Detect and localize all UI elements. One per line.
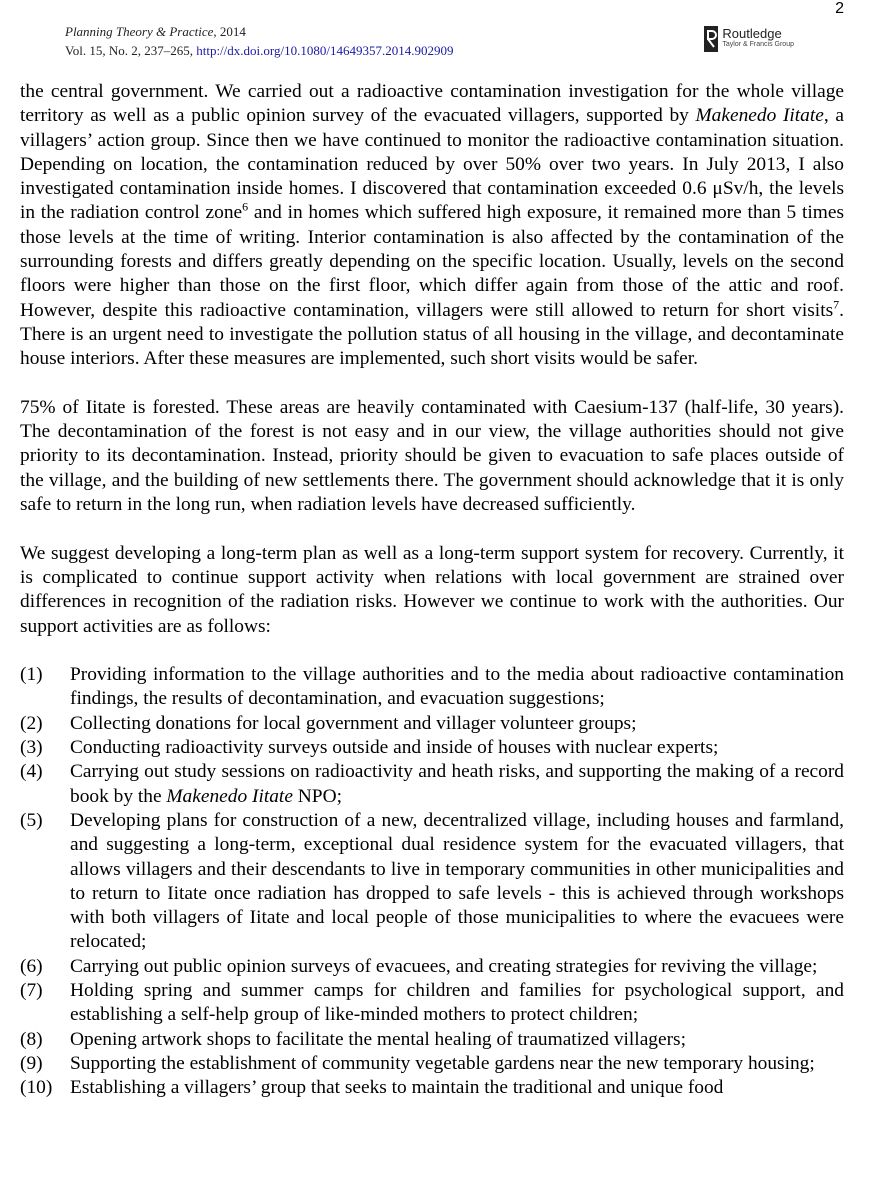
- list-item: (7) Holding spring and summer camps for children and families for psychological support, and establishing a self-help group of like-minded mothers to protect children;: [20, 979, 844, 1026]
- list-item: (8) Opening artwork shops to facilitate the mental healing of traumatized villagers;: [20, 1028, 686, 1050]
- doi-link[interactable]: http://dx.doi.org/10.1080/14649357.2014.902909: [196, 43, 454, 58]
- volume-info: Vol. 15, No. 2, 237–265,: [65, 43, 197, 58]
- support-activities-list: [20, 663, 844, 1100]
- list-item: (3) Conducting radioactivity surveys outside and inside of houses with nuclear experts;: [20, 737, 719, 759]
- list-item: (9) Supporting the establishment of community vegetable gardens near the new temporary housing;: [20, 1052, 815, 1074]
- paragraph-3: We suggest developing a long-term plan as well as a long-term support system for recovery. Currently, it is complicated to continue support activity when relations with local government are strained over differences in recognition of the radiation risks. However we continue to work with the authorities. Our support activities are as follows:: [20, 542, 844, 637]
- list-item: (1) Providing information to the village authorities and to the media about radioactive contamination findings, the results of decontamination, and evacuation suggestions;: [20, 664, 844, 710]
- footnote-ref-6[interactable]: 6: [242, 200, 249, 215]
- paragraph-1: the central government. We carried out a radioactive contamination investigation for the whole village territory as well as a public opinion survey of the evacuated villagers, supported by Makenedo Iitate, a villagers’ action group. Since then we have continued to monitor the radioactive contamination situation. Depending on location, the contamination reduced by over 50% over two years. In July 2013, I also investigated contamination inside homes. I discovered that contamination exceeded 0.6 μSv/h, the levels in the radiation control zone$^6$ and in homes which suffered high exposure, it remained more than 5 times those levels at the time of writing. Interior contamination is also affected by the contamination of the surrounding forests and differs greatly depending on the specific location. Usually, levels on the second floors were higher than those on the first floor, which differ again from those of the attic and roof. However, despite this radioactive contamination, villagers were still allowed to return for short visits$^7$. There is an urgent need to investigate the pollution status of all housing in the village, and decontaminate house interiors. After these measures are implemented, such short visits would be safer.: [20, 81, 845, 370]
- publisher-logo: [704, 26, 794, 52]
- journal-citation: [65, 22, 794, 60]
- footnote-ref-7[interactable]: 7: [833, 297, 840, 312]
- routledge-logo-icon: [704, 26, 718, 52]
- list-item: (6) Carrying out public opinion surveys of evacuees, and creating strategies for reviving the village;: [20, 955, 818, 977]
- list-item: (4) Carrying out study sessions on radioactivity and heath risks, and supporting the making of a record book by the Makenedo Iitate NPO;: [20, 761, 844, 807]
- list-item: (5) Developing plans for construction of a new, decentralized village, including houses and farmland, and suggesting a long-term, exceptional dual residence system for the evacuated villagers, that allows villagers and their descendants to live in temporary communities in other municipalities and to return to Iitate once radiation has dropped to safe levels - this is achieved through workshops with both villagers of Iitate and local people of those municipalities to where the evacuees were relocated;: [20, 809, 844, 953]
- journal-header: [65, 22, 794, 64]
- list-item: (2) Collecting donations for local government and villager volunteer groups;: [20, 712, 637, 734]
- journal-name: Planning Theory & Practice: [65, 24, 214, 39]
- publisher-subtitle: Taylor & Francis Group: [722, 41, 794, 48]
- article-body: [20, 80, 844, 1100]
- paragraph-2: 75% of Iitate is forested. These areas are heavily contaminated with Caesium-137 (half-life, 30 years). The decontamination of the forest is not easy and in our view, the village authorities should not give priority to its decontamination. Instead, priority should be given to evacuation to safe places outside of the village, and the building of new settlements there. The government should acknowledge that it is only safe to return in the long run, when radiation levels have decreased sufficiently.: [20, 396, 844, 516]
- page-number: 2: [835, 0, 844, 17]
- journal-year: , 2014: [213, 24, 246, 39]
- publisher-name: Routledge: [722, 26, 782, 41]
- list-item: (10) Establishing a villagers’ group that seeks to maintain the traditional and unique food: [20, 1077, 724, 1099]
